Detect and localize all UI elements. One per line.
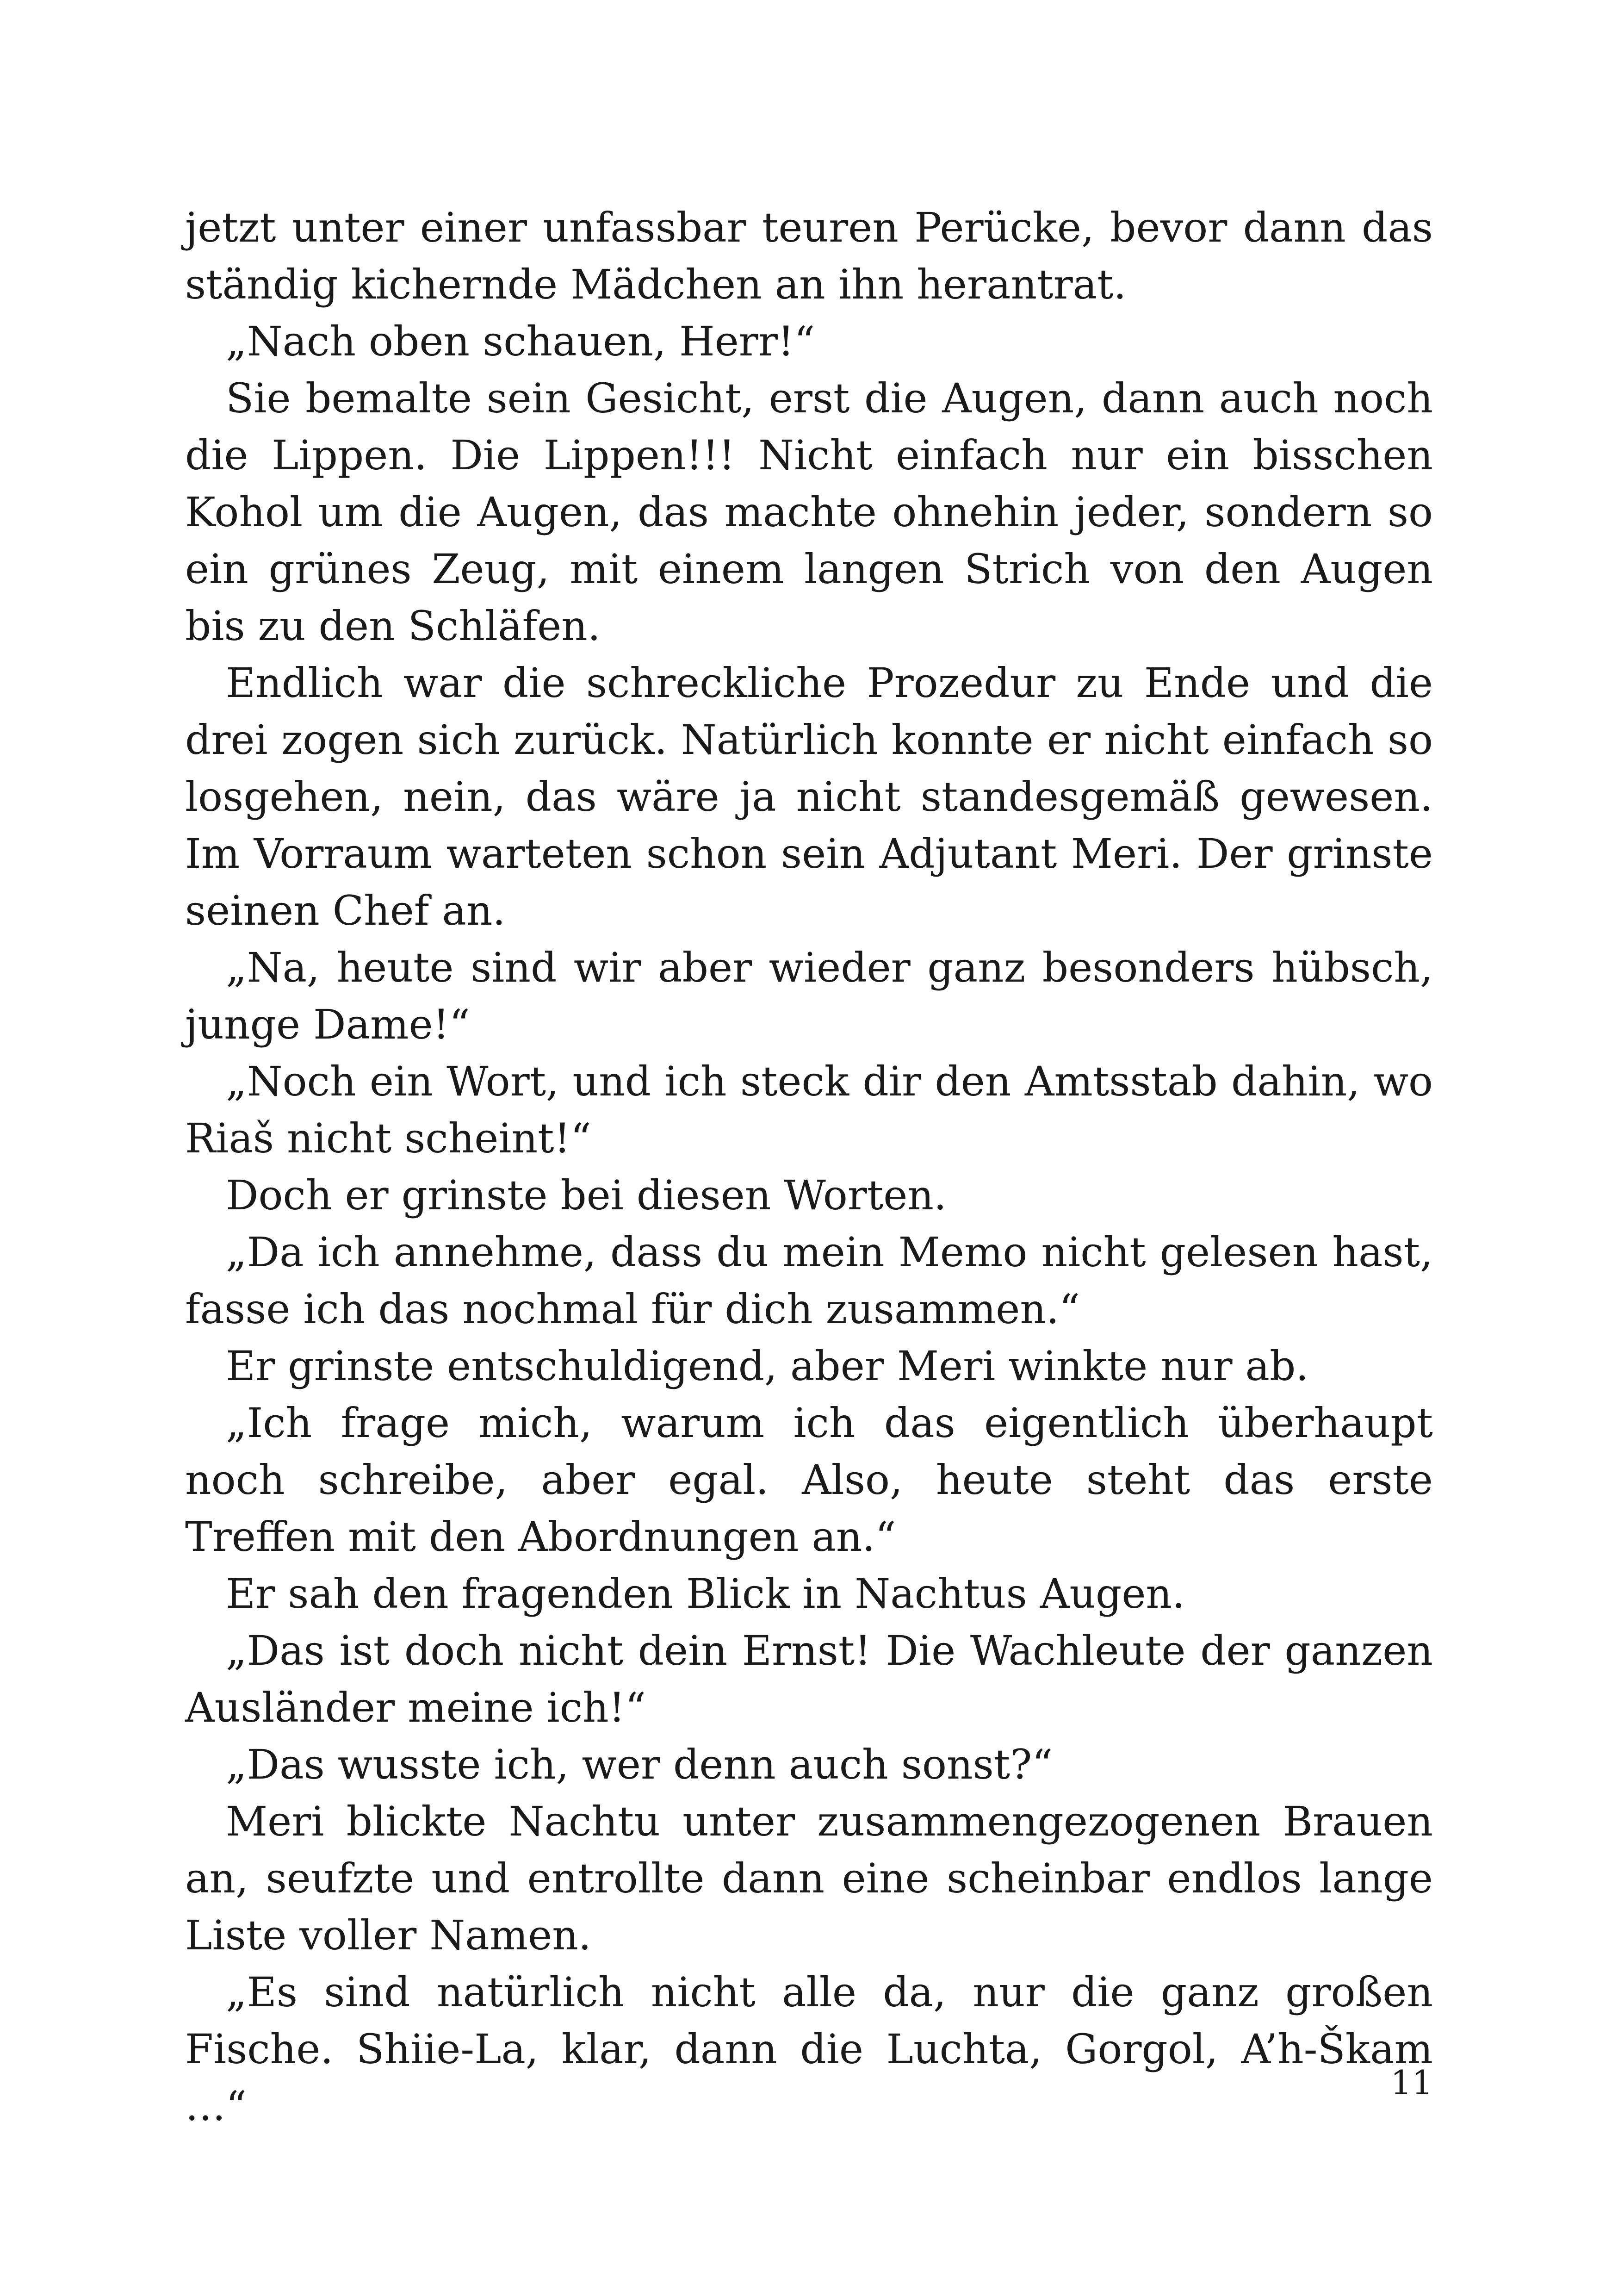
paragraph: Sie bemalte sein Gesicht, erst die Augen, dann auch noch die Lippen. Die Lippen!!! Nicht einfach nur ein bisschen Kohol um die Augen, das machte ohnehin jeder, sondern so ein grünes Zeug, mit einem langen Strich von den Augen bis zu den Schläfen.	[185, 374, 1433, 650]
paragraph: jetzt unter einer unfassbar teuren Perücke, bevor dann das ständig kichernde Mädchen an ihn herantrat.	[185, 204, 1433, 308]
paragraph: „Noch ein Wort, und ich steck dir den Amtsstab dahin, wo Riaš nicht scheint!“	[185, 1058, 1433, 1162]
paragraph: „Na, heute sind wir aber wieder ganz besonders hübsch, junge Dame!“	[185, 944, 1433, 1048]
page-number: 11	[1390, 2063, 1433, 2102]
paragraph: „Da ich annehme, dass du mein Memo nicht gelesen hast, fasse ich das nochmal für dich zusammen.“	[185, 1228, 1433, 1333]
paragraph: Doch er grinste bei diesen Worten.	[226, 1171, 947, 1219]
paragraph: „Das ist doch nicht dein Ernst! Die Wachleute der ganzen Ausländer meine ich!“	[185, 1627, 1433, 1731]
paragraph: Endlich war die schreckliche Prozedur zu Ende und die drei zogen sich zurück. Natürlich konnte er nicht einfach so losgehen, nein, das wäre ja nicht standesgemäß gewesen. Im Vorraum warteten schon sein Adjutant Meri. Der grinste seinen Chef an.	[185, 659, 1433, 934]
paragraph: „Es sind natürlich nicht alle da, nur die ganz großen Fische. Shiie-La, klar, dann die Luchta, Gorgol, A’h-Škam …“	[185, 1968, 1433, 2130]
paragraph: Er grinste entschuldigend, aber Meri winkte nur ab.	[226, 1342, 1309, 1390]
paragraph: Er sah den fragenden Blick in Nachtus Augen.	[226, 1570, 1185, 1618]
paragraph: „Das wusste ich, wer denn auch sonst?“	[226, 1741, 1053, 1788]
body-text	[185, 199, 1433, 2134]
paragraph: Meri blickte Nachtu unter zusammengezogenen Brauen an, seufzte und entrollte dann eine scheinbar endlos lange Liste voller Namen.	[185, 1798, 1433, 1959]
paragraph: „Ich frage mich, warum ich das eigentlich überhaupt noch schreibe, aber egal. Also, heute steht das erste Treffen mit den Abordnungen an.“	[185, 1399, 1433, 1561]
paragraph: „Nach oben schauen, Herr!“	[226, 317, 815, 365]
